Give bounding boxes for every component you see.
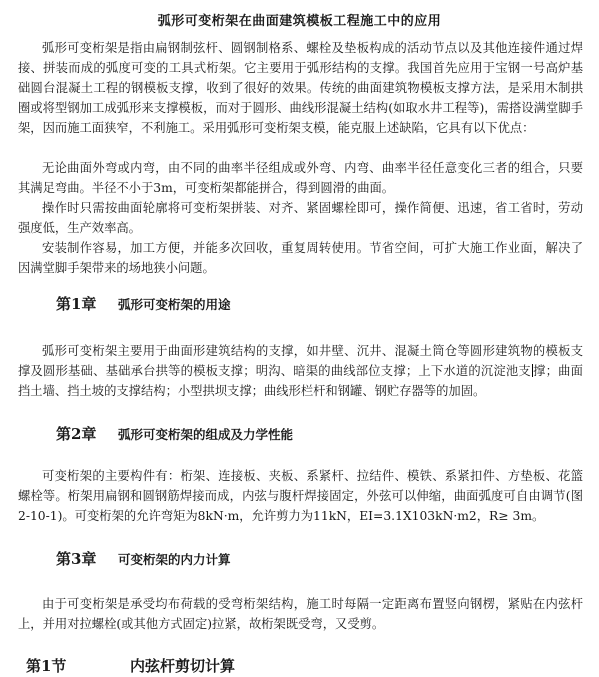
section-1-number: 第1节 xyxy=(26,657,67,675)
chapter-1-text-b: 撑；曲面挡土墙、挡土坡的支撑结构；小型拱坝支撑；曲线形栏杆和钢罐、钢贮存器等的加固。 xyxy=(18,364,583,398)
section-1-title: 内弦杆剪切计算 xyxy=(130,657,236,675)
chapter-3-paragraph: 由于可变桁架是承受均布荷载的受弯桁架结构，施工时每隔一定距离布置竖向钢楞，紧贴在内弦杆上，并用对拉螺栓(或其他方式固定)拉紧，故桁架既受弯，又受剪。 xyxy=(18,597,583,631)
chapter-1-number: 第1章 xyxy=(56,295,97,313)
chapter-1-title: 弧形可变桁架的用途 xyxy=(118,297,231,312)
section-1-heading xyxy=(26,655,235,676)
chapter-2-title: 弧形可变桁架的组成及力学性能 xyxy=(118,427,294,442)
chapter-1-paragraph xyxy=(18,341,583,401)
chapter-3-heading xyxy=(56,548,231,569)
intro-paragraph-3: 操作时只需按曲面轮廓将可变桁架拼装、对齐、紧固螺栓即可，操作简便、迅速，省工省时，劳动强度低，生产效率高。 xyxy=(18,201,583,235)
chapter-2-number: 第2章 xyxy=(56,425,97,443)
chapter-3-number: 第3章 xyxy=(56,550,97,568)
chapter-2-paragraph: 可变桁架的主要构件有：桁架、连接板、夹板、系紧杆、拉结件、模铁、系紧扣件、方垫板、花篮螺栓等。桁架用扁钢和圆钢筋焊接而成，内弦与腹杆焊接固定，外弦可以伸缩，曲面弧度可自由调节(图2-10-1)。可变桁架的允许弯矩为8kN·m，允许剪力为11kN，EI=3.1X103kN·m2，R≥ 3m。 xyxy=(18,469,583,523)
intro-paragraph-4: 安装制作容易，加工方便，并能多次回收，重复周转使用。节省空间，可扩大施工作业面，解决了因满堂脚手架带来的场地狭小问题。 xyxy=(18,241,583,275)
chapter-1-text-a: 弧形可变桁架主要用于曲面形建筑结构的支撑，如井壁、沉井、混凝土筒仓等圆形建筑物的模板支撑及圆形基础、基础承台拱等的模板支撑；明沟、暗渠的曲线部位支撑；上下水道的沉淀池支 xyxy=(18,344,583,378)
chapter-2-heading xyxy=(56,423,293,444)
chapter-1-heading xyxy=(56,293,231,314)
chapter-3-title: 可变桁架的内力计算 xyxy=(118,552,231,567)
document-title: 弧形可变桁架在曲面建筑模板工程施工中的应用 xyxy=(157,14,442,29)
intro-paragraph-1: 弧形可变桁架是指由扁钢制弦杆、圆钢制格系、螺栓及垫板构成的活动节点以及其他连接件通过焊接、拼装而成的弧度可变的工具式桁架。它主要用于弧形结构的支撑。我国首先应用于宝钢一号高炉基础圆台混凝土工程的钢模板支撑，收到了很好的效果。传统的曲面建筑物模板支撑方法，是采用木制拱圈或将型钢加工成弧形来支撑模板，而对于圆形、曲线形混凝土结构(如取水井工程等)，需搭设满堂脚手架，因而施工面狭窄，不利施工。采用弧形可变桁架支模，能克服上述缺陷，它具有以下优点： xyxy=(18,41,583,135)
intro-paragraph-2: 无论曲面外弯或内弯，由不同的曲率半径组成或外弯、内弯、曲率半径任意变化三者的组合，只要其满足弯曲。半径不小于3m，可变桁架都能拼合，得到圆滑的曲面。 xyxy=(18,161,583,195)
